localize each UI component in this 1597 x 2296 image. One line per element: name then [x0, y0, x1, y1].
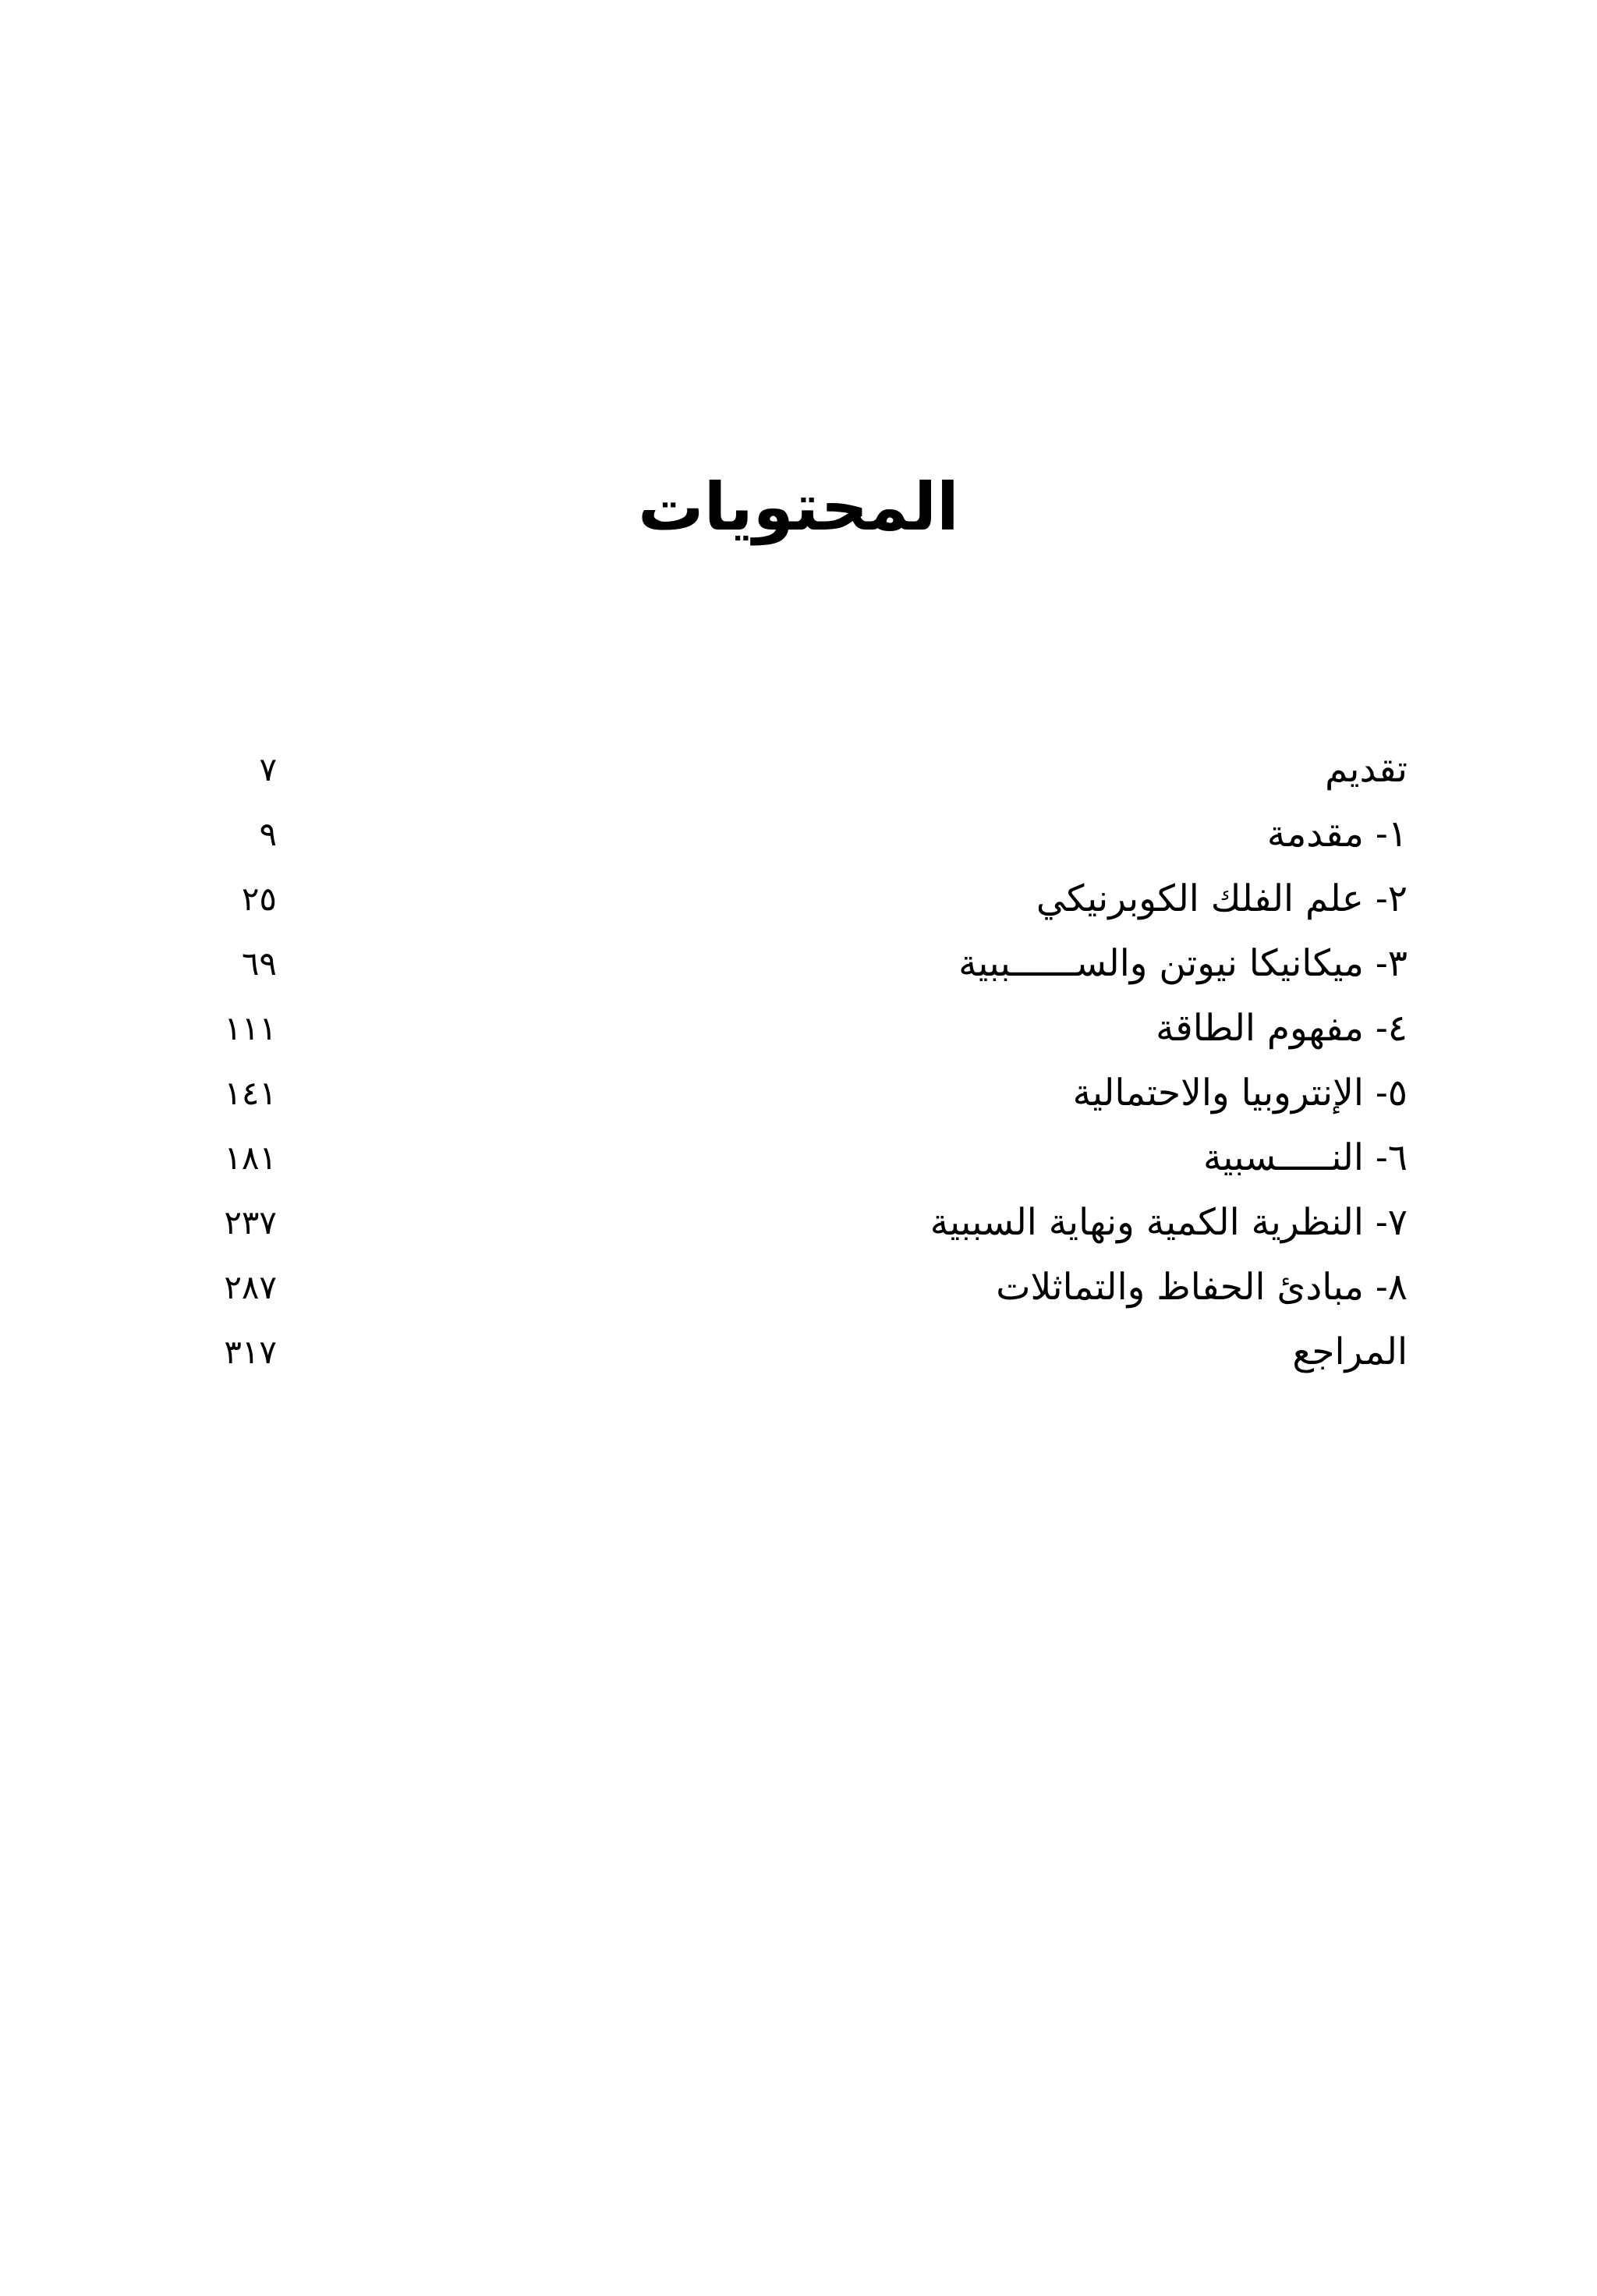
toc-entry-title: ٦- النـــــسبية	[1203, 1136, 1408, 1179]
toc-entry	[207, 1320, 1408, 1384]
toc-entry-page: ٢٥	[241, 880, 277, 918]
toc-entry-title: ١- مقدمة	[1266, 813, 1408, 856]
toc-entry-page: ١١١	[224, 1009, 277, 1047]
toc-entry-page: ٣١٧	[224, 1333, 277, 1371]
toc-entry-title: المراجع	[1292, 1330, 1408, 1373]
toc-entry	[207, 1255, 1408, 1320]
toc-entry-title: ٨- مبادئ الحفاظ والتماثلات	[996, 1266, 1408, 1309]
toc-entry-title: ٥- الإنتروبيا والاحتمالية	[1072, 1072, 1408, 1114]
toc-entry-page: ٢٨٧	[224, 1268, 277, 1306]
toc-entry-page: ٦٩	[241, 944, 277, 983]
toc-entry	[207, 737, 1408, 802]
toc-entry-title: تقديم	[1325, 748, 1408, 791]
toc-entry	[207, 996, 1408, 1061]
toc-entry-page: ٧	[259, 750, 277, 788]
toc-entry	[207, 1061, 1408, 1125]
page-title: المحتويات	[638, 469, 959, 545]
toc-entry-title: ٧- النظرية الكمية ونهاية السببية	[930, 1201, 1408, 1244]
toc-entry-page: ٩	[259, 815, 277, 853]
toc-entry-page: ٢٣٧	[224, 1203, 277, 1242]
table-of-contents	[207, 737, 1408, 1384]
toc-entry-title: ٢- علم الفلك الكوبرنيكي	[1036, 877, 1408, 920]
toc-entry	[207, 866, 1408, 931]
toc-entry	[207, 802, 1408, 866]
toc-entry	[207, 1190, 1408, 1255]
toc-entry-page: ١٤١	[224, 1074, 277, 1112]
toc-entry-title: ٣- ميكانيكا نيوتن والســــــببية	[958, 942, 1408, 985]
toc-entry-page: ١٨١	[224, 1139, 277, 1177]
toc-entry-title: ٤- مفهوم الطاقة	[1156, 1007, 1408, 1050]
toc-entry	[207, 1125, 1408, 1190]
toc-entry	[207, 931, 1408, 996]
